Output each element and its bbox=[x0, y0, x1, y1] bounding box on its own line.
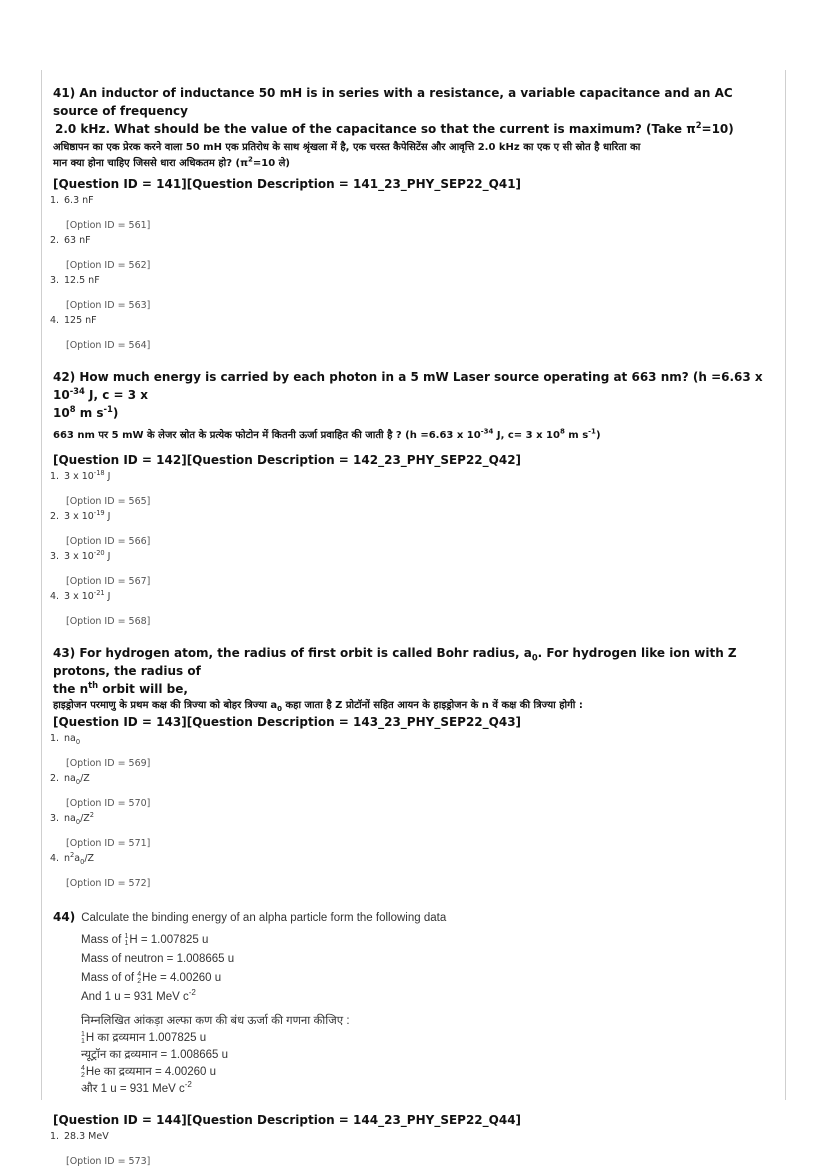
question-text-hindi: 663 nm पर 5 mW के लेजर स्रोत के प्रत्येक फोटोन में कितनी ऊर्जा प्रवाहित की जाती है ? (h =6.63 x $10^{-34}$ J, c= 3 x $10^8$ m $s^{-1}$) bbox=[53, 427, 601, 441]
question-43 bbox=[50, 644, 775, 890]
option: 1. $na_0$ bbox=[50, 733, 81, 746]
option-list bbox=[50, 732, 775, 890]
question-text: 42) How much energy is carried by each photon in a 5 mW Laser source operating at 663 nm? (h =6.63 x $10^{-34}$ J, c = 3 x $10^8$ m $s^{-1}$) bbox=[53, 370, 763, 420]
question-id: [Question ID = 141][Question Description = 141_23_PHY_SEP22_Q41] bbox=[53, 177, 522, 191]
question-text: 44) Calculate the binding energy of an alpha particle form the following data bbox=[53, 910, 447, 924]
question-text: 43) For hydrogen atom, the radius of first orbit is called Bohr radius, $a_0$. For hydrogen like ion with Z protons, the radius of the $n^{th}$ orbit will be, bbox=[53, 646, 737, 696]
option-list bbox=[50, 194, 775, 352]
option-id: [Option ID = 566] bbox=[66, 536, 151, 547]
option: 1. 6.3 nF bbox=[50, 195, 94, 206]
option: 3. 3 x $10^{-20}$ J bbox=[50, 548, 111, 562]
question-text: 41) An inductor of inductance 50 mH is in series with a resistance, a variable capacitance and an AC source of frequency 2.0 kHz. What should be the value of the capacitance so that the current is maximum? (Take $\pi^2=10$) bbox=[53, 86, 734, 136]
option-id: [Option ID = 562] bbox=[66, 260, 151, 271]
option: 4. 125 nF bbox=[50, 315, 97, 326]
option: 3. $na_0/Z^2$ bbox=[50, 810, 95, 826]
option: 1. 28.3 MeV bbox=[50, 1131, 109, 1142]
option-id: [Option ID = 573] bbox=[66, 1156, 151, 1167]
option: 2. 3 x $10^{-19}$ J bbox=[50, 508, 111, 522]
option: 2. $na_0/Z$ bbox=[50, 773, 90, 786]
option: 4. 3 x $10^{-21}$ J bbox=[50, 588, 111, 602]
question-id: [Question ID = 142][Question Description = 142_23_PHY_SEP22_Q42] bbox=[53, 453, 522, 467]
option-id: [Option ID = 572] bbox=[66, 878, 151, 889]
option-id: [Option ID = 564] bbox=[66, 340, 151, 351]
option-id: [Option ID = 561] bbox=[66, 220, 151, 231]
option-id: [Option ID = 568] bbox=[66, 616, 151, 627]
question-44 bbox=[50, 908, 775, 1168]
question-42 bbox=[50, 368, 775, 628]
option-id: [Option ID = 567] bbox=[66, 576, 151, 587]
option: 1. 3 x $10^{-18}$ J bbox=[50, 468, 111, 482]
question-41 bbox=[50, 84, 775, 352]
question-id: [Question ID = 144][Question Description = 144_23_PHY_SEP22_Q44] bbox=[53, 1113, 522, 1127]
question-data-image: Mass of 1 1H = 1.007825 u Mass of neutron = 1.008665 u Mass of of 4 2He = 4.00260 u And 1 u = 931 MeV $c^{-2}$ निम्नलिखित आंकड़ा अल्फा कण की बंध ऊर्जा की गणना कीजिए : 1 1H का द्रव्यमान 1.007825 u न्यूट्रॉन का द्रव्यमान = 1.008665 u 4 2He का द्रव्यमान = 4.00260 u और 1 u = 931 MeV $c^{-2}$ bbox=[81, 932, 350, 1095]
question-text-hindi: अधिष्ठापन का एक प्रेरक करने वाला 50 mH एक प्रतिरोध के साथ श्रृंखला में है, एक चरस्त कैपेसिटेंस और आवृत्ति 2.0 kHz का एक ए सी स्रोत है धारिता का मान क्या होना चाहिए जिससे धारा अधिकतम हो? ($\pi^2=10$ ले) bbox=[53, 142, 641, 169]
option-id: [Option ID = 571] bbox=[66, 838, 151, 849]
option: 4. $n^2a_0/Z$ bbox=[50, 850, 95, 866]
option: 2. 63 nF bbox=[50, 235, 91, 246]
option-id: [Option ID = 569] bbox=[66, 758, 151, 769]
option-id: [Option ID = 570] bbox=[66, 798, 151, 809]
question-text-hindi: हाइड्रोजन परमाणु के प्रथम कक्ष की त्रिज्या को बोहर त्रिज्या $a_0$ कहा जाता है Z प्रोटॉनों सहित आयन के हाइड्रोजन के n वें कक्ष की त्रिज्या होगी : bbox=[53, 700, 583, 713]
option-list bbox=[50, 1130, 775, 1168]
option-id: [Option ID = 565] bbox=[66, 496, 151, 507]
option: 3. 12.5 nF bbox=[50, 275, 100, 286]
option-id: [Option ID = 563] bbox=[66, 300, 151, 311]
question-paper bbox=[50, 84, 775, 1168]
question-id: [Question ID = 143][Question Description = 143_23_PHY_SEP22_Q43] bbox=[53, 715, 522, 729]
option-list bbox=[50, 468, 775, 628]
